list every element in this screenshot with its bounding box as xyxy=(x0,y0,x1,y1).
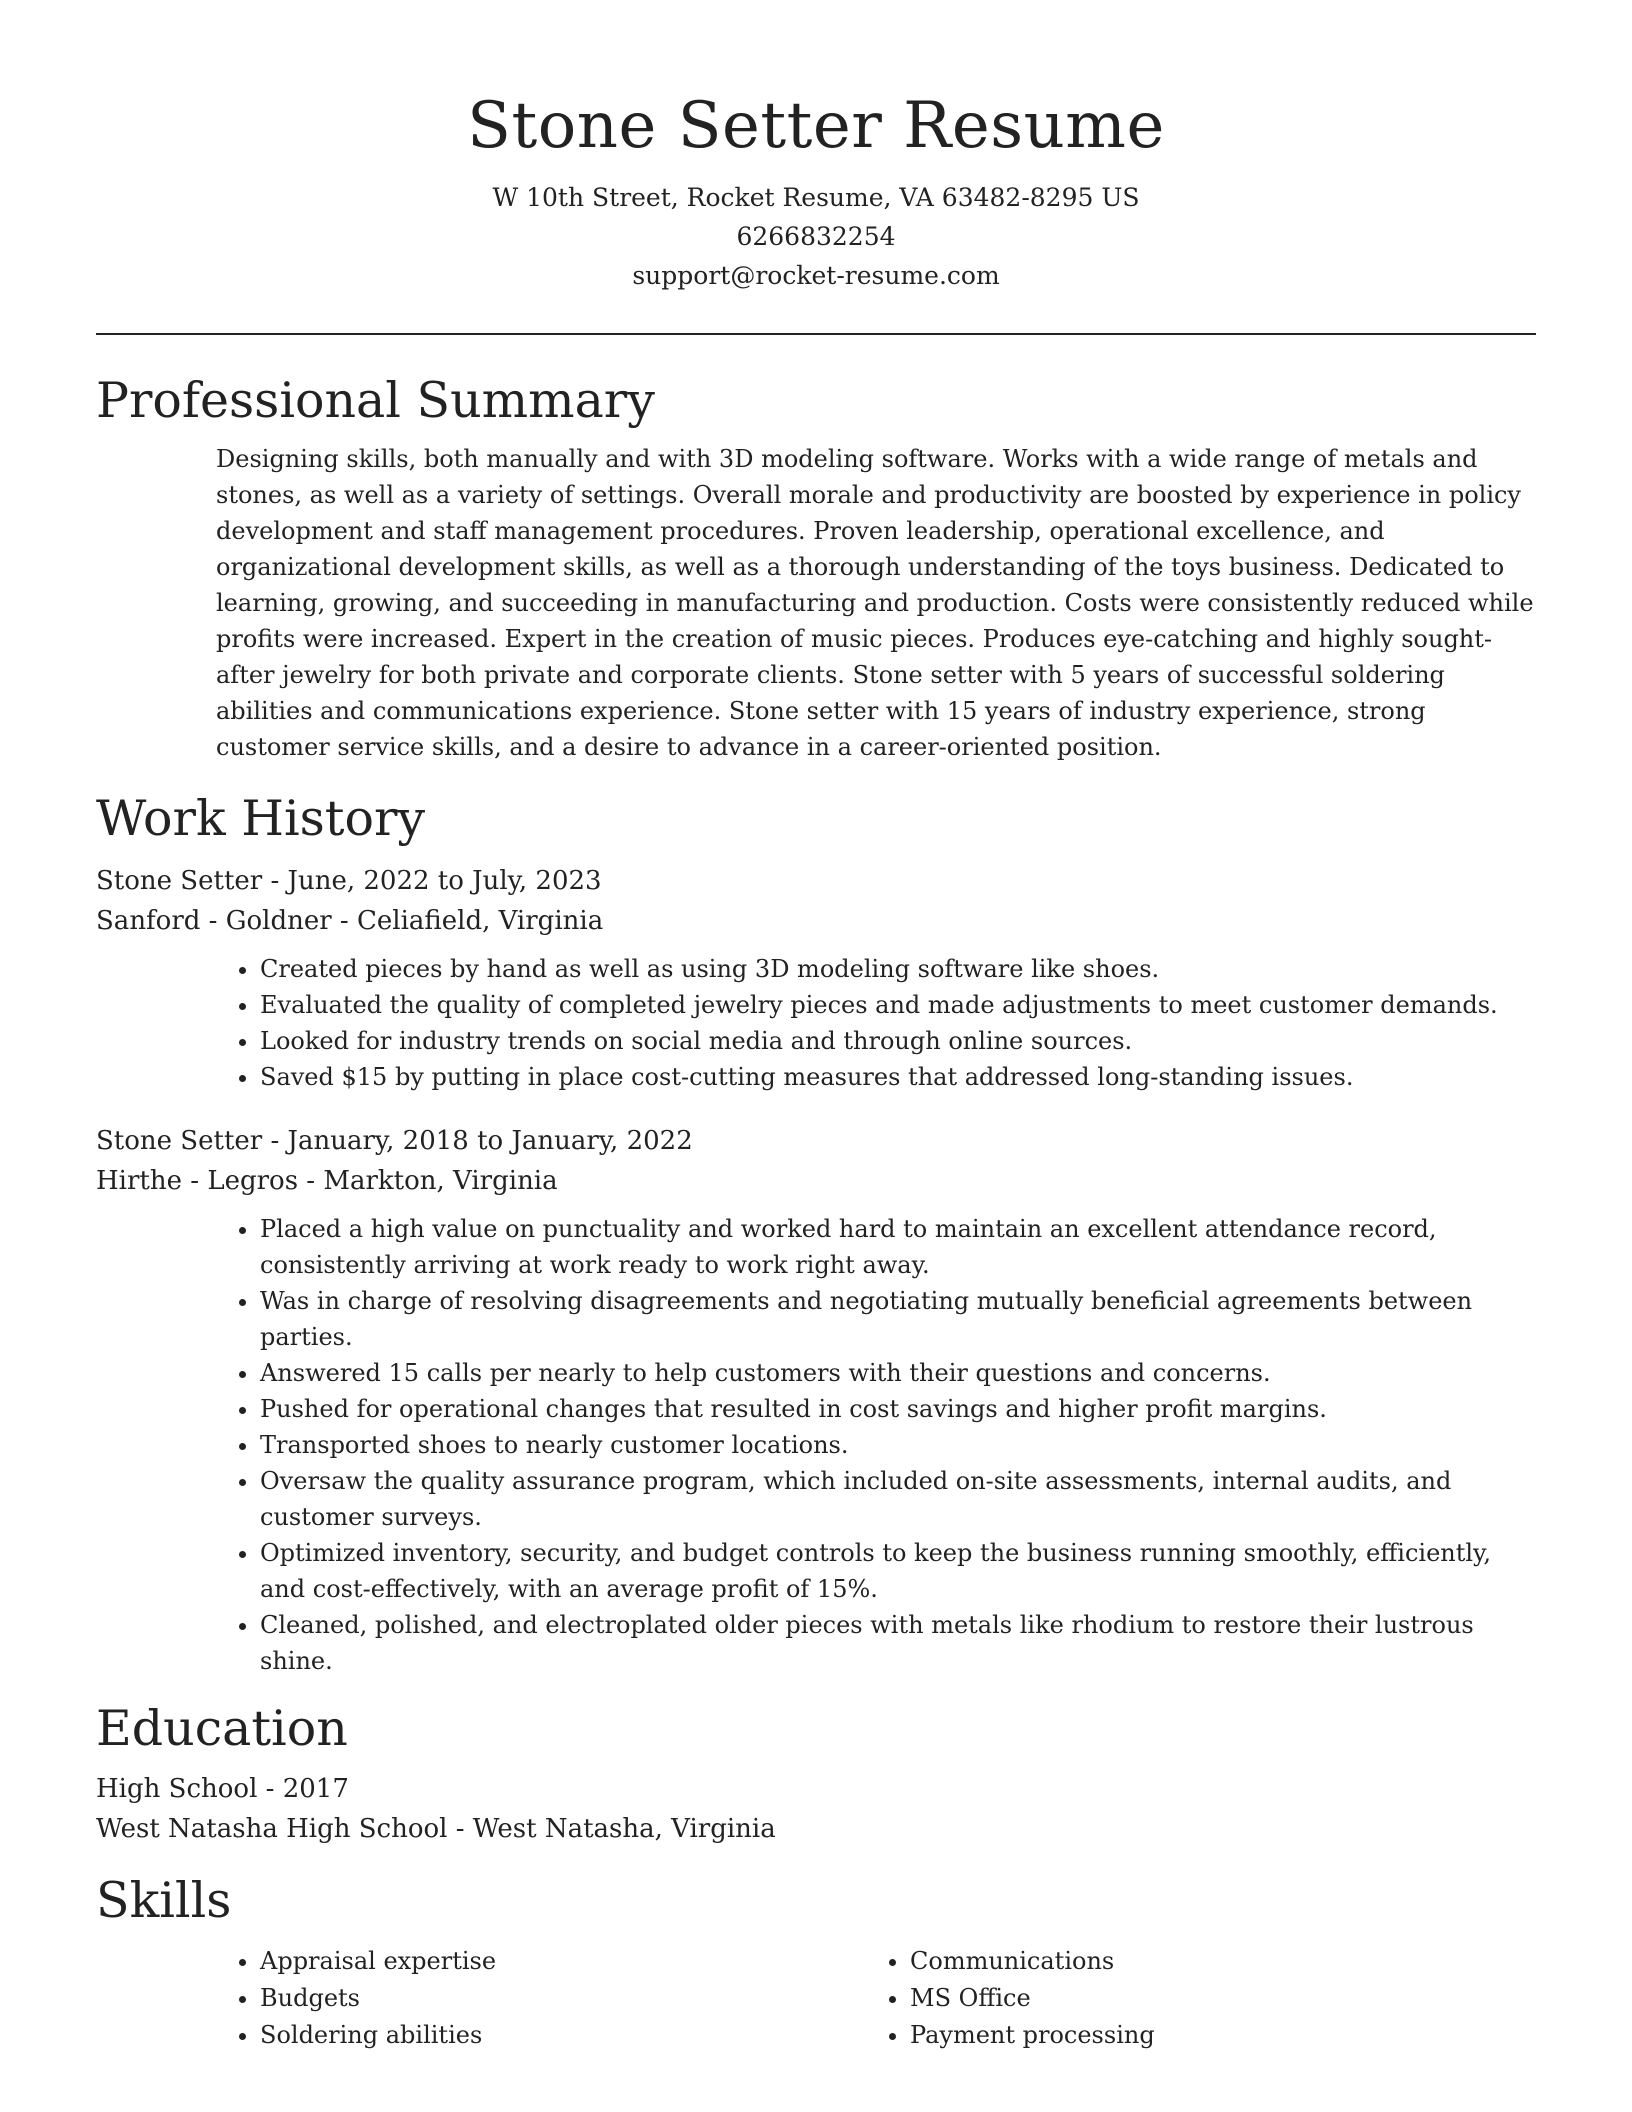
education-location: - West Natasha, Virginia xyxy=(447,1814,776,1844)
job-entry xyxy=(96,1121,1536,1679)
job-company: Hirthe - Legros xyxy=(96,1166,299,1196)
education-heading: Education xyxy=(96,1700,348,1757)
resume-header xyxy=(96,0,1536,295)
skill-item: • MS Office xyxy=(910,1980,1516,2017)
work-history-heading: Work History xyxy=(96,790,426,847)
job-dates: - June, 2022 to July, 2023 xyxy=(262,866,602,896)
job-dates: - January, 2018 to January, 2022 xyxy=(262,1126,693,1156)
job-bullet: • Pushed for operational changes that resulted in cost savings and higher profit margins. xyxy=(260,1391,1536,1427)
skill-item: • Budgets xyxy=(260,1980,866,2017)
job-bullets xyxy=(216,1211,1536,1679)
education-degree: High School xyxy=(96,1774,258,1804)
phone: 6266832254 xyxy=(736,222,896,251)
job-bullet: • Looked for industry trends on social media and through online sources. xyxy=(260,1023,1536,1059)
job-company-line xyxy=(96,1161,1536,1201)
summary-text: Designing skills, both manually and with 3D modeling software. Works with a wide range of metals and stones, as well as a variety of settings. Overall morale and productivity are boosted by experience in policy development and staff management procedures. Proven leadership, operational excellence, and organizational development skills, as well as a thorough understanding of the toys business. Dedicated to learning, growing, and succeeding in manufacturing and production. Costs were consistently reduced while profits were increased. Expert in the creation of music pieces. Produces eye-catching and highly sought-after jewelry for both private and corporate clients. Stone setter with 5 years of successful soldering abilities and communications experience. Stone setter with 15 years of industry experience, strong customer service skills, and a desire to advance in a career-oriented position. xyxy=(216,445,1534,761)
job-title-line xyxy=(96,1121,1536,1161)
job-entry xyxy=(96,861,1536,1095)
job-role: Stone Setter xyxy=(96,1126,263,1156)
skills-column-left xyxy=(216,1943,866,2054)
summary-heading: Professional Summary xyxy=(96,372,655,429)
skills-column-right xyxy=(866,1943,1516,2054)
job-company-line xyxy=(96,901,1536,941)
job-company: Sanford - Goldner xyxy=(96,906,332,936)
job-bullet: • Placed a high value on punctuality and worked hard to maintain an excellent attendance record, consistently arriving at work ready to work right away. xyxy=(260,1211,1536,1283)
skill-item: • Payment processing xyxy=(910,2017,1516,2054)
education-school: West Natasha High School xyxy=(96,1814,448,1844)
address: W 10th Street, Rocket Resume, VA 63482-8295 US xyxy=(492,183,1140,212)
job-bullet: • Evaluated the quality of completed jewelry pieces and made adjustments to meet customer demands. xyxy=(260,987,1536,1023)
job-bullet: • Transported shoes to nearly customer locations. xyxy=(260,1427,1536,1463)
skills-list xyxy=(216,1943,1536,2054)
education-year: - 2017 xyxy=(257,1774,349,1804)
job-bullet: • Was in charge of resolving disagreements and negotiating mutually beneficial agreements between parties. xyxy=(260,1283,1536,1355)
job-location: - Markton, Virginia xyxy=(298,1166,558,1196)
skill-item: • Soldering abilities xyxy=(260,2017,866,2054)
job-bullets xyxy=(216,951,1536,1095)
email: support@rocket-resume.com xyxy=(632,261,1000,290)
skills-heading: Skills xyxy=(96,1872,232,1929)
job-bullet: • Oversaw the quality assurance program, which included on-site assessments, internal audits, and customer surveys. xyxy=(260,1463,1536,1535)
resume-title: Stone Setter Resume xyxy=(467,89,1165,163)
job-title-line xyxy=(96,861,1536,901)
skill-item: • Appraisal expertise xyxy=(260,1943,866,1980)
job-bullet: • Created pieces by hand as well as using 3D modeling software like shoes. xyxy=(260,951,1536,987)
job-bullet: • Saved $15 by putting in place cost-cutting measures that addressed long-standing issues. xyxy=(260,1059,1536,1095)
job-role: Stone Setter xyxy=(96,866,263,896)
education-degree-line xyxy=(96,1769,1536,1809)
job-bullet: • Answered 15 calls per nearly to help customers with their questions and concerns. xyxy=(260,1355,1536,1391)
skill-item: • Communications xyxy=(910,1943,1516,1980)
job-bullet: • Cleaned, polished, and electroplated older pieces with metals like rhodium to restore their lustrous shine. xyxy=(260,1607,1536,1679)
education-entry xyxy=(96,1769,1536,1849)
job-location: - Celiafield, Virginia xyxy=(331,906,604,936)
job-bullet: • Optimized inventory, security, and budget controls to keep the business running smoothly, efficiently, and cost-effectively, with an average profit of 15%. xyxy=(260,1535,1536,1607)
education-school-line xyxy=(96,1809,1536,1849)
header-divider xyxy=(96,333,1536,335)
